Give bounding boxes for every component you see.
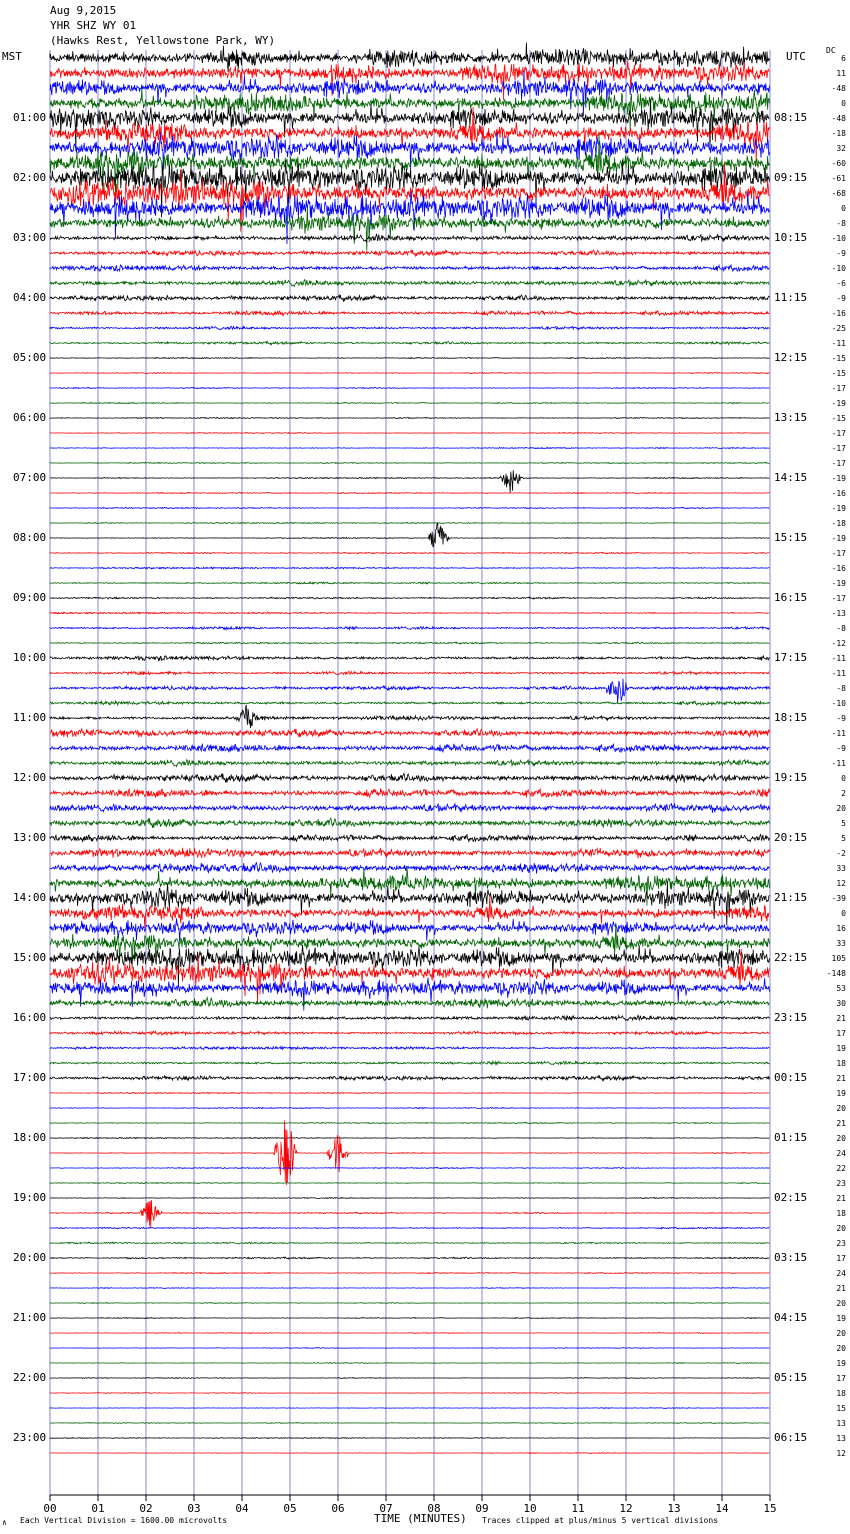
x-tick-label: 14 (715, 1502, 729, 1515)
scale-note: Each Vertical Division = 1600.00 microvolts (20, 1516, 228, 1525)
dc-offset-value: 12 (836, 879, 846, 888)
dc-offset-value: -19 (831, 399, 846, 408)
hour-label: 12:15 (774, 351, 808, 364)
dc-offset-value: 33 (836, 939, 846, 948)
x-tick-label: 13 (667, 1502, 681, 1515)
dc-offset-value: -11 (831, 654, 846, 663)
dc-offset-value: -9 (836, 294, 846, 303)
dc-offset-value: -17 (831, 549, 846, 558)
dc-offset-value: 20 (836, 1134, 846, 1143)
dc-offset-value: -15 (831, 369, 846, 378)
dc-offset-value: 13 (836, 1419, 846, 1428)
hour-label: 03:15 (774, 1251, 808, 1264)
hour-label: 11:00 (13, 711, 47, 724)
hour-label: 15:00 (13, 951, 47, 964)
hour-label: 22:15 (774, 951, 808, 964)
dc-offset-value: 22 (836, 1164, 846, 1173)
hour-label: 20:00 (13, 1251, 47, 1264)
trace-row (50, 1333, 769, 1334)
dc-offset-value: 30 (836, 999, 846, 1008)
dc-offset-value: 20 (836, 1224, 846, 1233)
x-tick-label: 05 (283, 1502, 297, 1515)
dc-offset-value: 0 (841, 774, 846, 783)
trace-row (50, 250, 769, 256)
dc-offset-value: -16 (831, 564, 846, 573)
trace-row (50, 642, 769, 644)
trace-row (50, 326, 769, 329)
dc-offset-value: -48 (831, 114, 846, 123)
right-timezone-label: UTC (786, 50, 806, 63)
trace-row (50, 773, 769, 782)
trace-row (50, 311, 769, 316)
trace-row (50, 671, 769, 675)
hour-label: 04:00 (13, 291, 47, 304)
hour-label: 04:15 (774, 1311, 808, 1324)
trace-row (50, 1167, 769, 1168)
trace-row (50, 1182, 769, 1183)
station-location: (Hawks Rest, Yellowstone Park, WY) (50, 34, 276, 47)
seismic-traces (50, 43, 769, 1454)
dc-offset-value: 21 (836, 1074, 846, 1083)
trace-row (50, 1227, 769, 1229)
dc-offset-value: -15 (831, 414, 846, 423)
hour-label: 21:00 (13, 1311, 47, 1324)
trace-row (50, 470, 769, 492)
trace-row (50, 522, 769, 523)
x-axis-title: TIME (MINUTES) (374, 1512, 467, 1525)
trace-row (50, 432, 769, 433)
hour-label: 11:15 (774, 291, 808, 304)
trace-row (50, 862, 769, 873)
hour-label: 22:00 (13, 1371, 47, 1384)
trace-row (50, 918, 769, 941)
dc-offset-value: -18 (831, 519, 846, 528)
hour-label: 18:00 (13, 1131, 47, 1144)
trace-row (50, 280, 769, 287)
trace-row (50, 447, 769, 448)
dc-offset-value: 21 (836, 1014, 846, 1023)
dc-offset-value: 21 (836, 1119, 846, 1128)
trace-row (50, 357, 769, 358)
trace-row (50, 1408, 769, 1409)
dc-offset-value: -8 (836, 684, 846, 693)
dc-offset-value: -6 (836, 279, 846, 288)
dc-offset-value: -11 (831, 759, 846, 768)
dc-offset-value: -68 (831, 189, 846, 198)
dc-offset-value: 18 (836, 1209, 846, 1218)
hour-label: 15:15 (774, 531, 808, 544)
trace-row (50, 1272, 769, 1273)
trace-row (50, 1453, 769, 1454)
hour-label: 08:15 (774, 111, 808, 124)
x-tick-label: 15 (763, 1502, 777, 1515)
dc-offset-value: 19 (836, 1044, 846, 1053)
dc-offset-value: -19 (831, 534, 846, 543)
hour-label: 19:15 (774, 771, 808, 784)
hour-label: 14:15 (774, 471, 808, 484)
trace-row (50, 612, 769, 614)
dc-offset-value: -48 (831, 84, 846, 93)
x-tick-label: 03 (187, 1502, 201, 1515)
dc-offset-value: 105 (831, 954, 846, 963)
dc-offset-value: -19 (831, 474, 846, 483)
trace-row (50, 705, 769, 728)
dc-offset-value: -60 (831, 159, 846, 168)
dc-offset-value: -17 (831, 429, 846, 438)
dc-offset-value: -13 (831, 609, 846, 618)
dc-offset-value: -19 (831, 579, 846, 588)
hour-label: 13:00 (13, 831, 47, 844)
trace-row (50, 848, 769, 858)
dc-offset-value: 19 (836, 1089, 846, 1098)
dc-offset-value: -25 (831, 324, 846, 333)
trace-row (50, 1242, 769, 1244)
dc-offset-value: 11 (836, 69, 846, 78)
hour-label: 20:15 (774, 831, 808, 844)
dc-offset-value: 12 (836, 1449, 846, 1458)
trace-row (50, 1137, 769, 1138)
hour-label: 09:15 (774, 171, 808, 184)
dc-offset-value: 15 (836, 1404, 846, 1413)
trace-row (50, 1348, 769, 1349)
dc-offset-value: 53 (836, 984, 846, 993)
dc-offset-value: 23 (836, 1179, 846, 1188)
trace-row (50, 656, 769, 661)
trace-row (50, 523, 769, 547)
hour-label: 03:00 (13, 231, 47, 244)
dc-offset-value: 5 (841, 834, 846, 843)
trace-row (50, 1122, 769, 1123)
x-tick-label: 12 (619, 1502, 633, 1515)
dc-offset-value: 2 (841, 789, 846, 798)
footer-mark: ∧ (2, 1518, 7, 1527)
hour-label: 19:00 (13, 1191, 47, 1204)
x-tick-label: 01 (91, 1502, 105, 1515)
trace-row (50, 160, 769, 217)
dc-offset-value: 23 (836, 1239, 846, 1248)
trace-row (50, 1107, 769, 1108)
trace-row (50, 818, 769, 828)
trace-row (50, 789, 769, 798)
clip-note: Traces clipped at plus/minus 5 vertical divisions (482, 1516, 719, 1525)
hour-label: 08:00 (13, 531, 47, 544)
x-tick-label: 02 (139, 1502, 153, 1515)
dc-offset-value: 6 (841, 54, 846, 63)
dc-offset-value: -9 (836, 744, 846, 753)
dc-offset-value: 19 (836, 1314, 846, 1323)
dc-offset-value: 21 (836, 1194, 846, 1203)
hour-label: 18:15 (774, 711, 808, 724)
dc-offset-value: -10 (831, 264, 846, 273)
dc-offset-value: 20 (836, 804, 846, 813)
trace-row (50, 43, 769, 72)
hour-label: 00:15 (774, 1071, 808, 1084)
hour-label: 16:15 (774, 591, 808, 604)
trace-row (50, 627, 769, 630)
dc-offset-value: -17 (831, 459, 846, 468)
dc-offset-value: -11 (831, 339, 846, 348)
hour-label: 01:00 (13, 111, 47, 124)
trace-row (50, 1076, 769, 1081)
grid-lines (50, 50, 770, 1495)
dc-offset-value: 20 (836, 1329, 846, 1338)
trace-row (50, 729, 769, 738)
x-tick-label: 04 (235, 1502, 249, 1515)
dc-offset-value: -39 (831, 894, 846, 903)
x-tick-label: 00 (43, 1502, 57, 1515)
trace-row (50, 1200, 769, 1228)
hour-label: 12:00 (13, 771, 47, 784)
hour-label: 21:15 (774, 891, 808, 904)
dc-offset-value: 16 (836, 924, 846, 933)
dc-offset-value: -8 (836, 219, 846, 228)
dc-offset-value: -61 (831, 174, 846, 183)
trace-row (50, 265, 769, 271)
trace-row (50, 582, 769, 584)
trace-row (50, 402, 769, 403)
trace-row (50, 1031, 769, 1035)
hour-label: 10:15 (774, 231, 808, 244)
dc-offset-value: 18 (836, 1389, 846, 1398)
trace-row (50, 744, 769, 753)
trace-row (50, 803, 769, 813)
hour-label: 02:00 (13, 171, 47, 184)
trace-row (50, 342, 769, 345)
hour-label: 07:00 (13, 471, 47, 484)
hour-label: 01:15 (774, 1131, 808, 1144)
hour-label: 06:00 (13, 411, 47, 424)
trace-row (50, 679, 769, 703)
dc-offset-value: -11 (831, 729, 846, 738)
trace-row (50, 945, 769, 987)
trace-row (50, 1197, 769, 1198)
trace-row (50, 372, 769, 373)
dc-offset-value: 13 (836, 1434, 846, 1443)
trace-row (50, 1120, 769, 1185)
x-tick-label: 07 (379, 1502, 393, 1515)
x-tick-label: 06 (331, 1502, 345, 1515)
trace-row (50, 1318, 769, 1319)
dc-offset-value: -8 (836, 624, 846, 633)
dc-offset-value: 17 (836, 1029, 846, 1038)
dc-offset-value: -10 (831, 234, 846, 243)
dc-offset-value: -2 (836, 849, 846, 858)
dc-offset-value: 20 (836, 1104, 846, 1113)
left-timezone-label: MST (2, 50, 22, 63)
x-tick-label: 11 (571, 1502, 585, 1515)
hour-label: 05:00 (13, 351, 47, 364)
trace-row (50, 295, 769, 301)
dc-offset-value: 0 (841, 909, 846, 918)
trace-row (50, 1257, 769, 1259)
dc-offset-value: -17 (831, 444, 846, 453)
dc-offset-value: 24 (836, 1269, 846, 1278)
trace-row (50, 387, 769, 388)
dc-offset-value: 17 (836, 1374, 846, 1383)
hour-label: 17:00 (13, 1071, 47, 1084)
dc-offset-value: 21 (836, 1284, 846, 1293)
trace-row (50, 1046, 769, 1049)
trace-row (50, 1303, 769, 1304)
dc-offset-value: -16 (831, 489, 846, 498)
dc-offset-value: -16 (831, 309, 846, 318)
dc-offset-value: -17 (831, 384, 846, 393)
dc-offset-value: 18 (836, 1059, 846, 1068)
trace-row (50, 1363, 769, 1364)
trace-row (50, 191, 769, 244)
dc-offset-value: 20 (836, 1299, 846, 1308)
dc-offset-value: -17 (831, 594, 846, 603)
hour-label: 13:15 (774, 411, 808, 424)
dc-offset-value: 5 (841, 819, 846, 828)
trace-row (50, 1288, 769, 1289)
dc-offset-value: -9 (836, 714, 846, 723)
dc-offset-value: -148 (826, 969, 846, 978)
dc-offset-value: 19 (836, 1359, 846, 1368)
dc-offset-value: -18 (831, 129, 846, 138)
trace-row (50, 597, 769, 599)
trace-row (50, 1438, 769, 1439)
station-code: YHR SHZ WY 01 (50, 19, 137, 32)
trace-row (50, 552, 769, 554)
dc-offset-value: 33 (836, 864, 846, 873)
trace-row (50, 760, 769, 767)
dc-offset-value: 32 (836, 144, 846, 153)
hour-label: 06:15 (774, 1431, 808, 1444)
dc-offset-value: 0 (841, 99, 846, 108)
dc-offset-value: -15 (831, 354, 846, 363)
trace-row (50, 949, 769, 1004)
dc-offset-value: -11 (831, 669, 846, 678)
dc-offset-value: -10 (831, 699, 846, 708)
trace-row (50, 1092, 769, 1093)
trace-row (50, 998, 769, 1009)
dc-offset-value: -12 (831, 639, 846, 648)
trace-row (50, 834, 769, 841)
trace-row (50, 1015, 769, 1020)
trace-row (50, 1061, 769, 1064)
x-tick-label: 09 (475, 1502, 489, 1515)
hour-label: 02:15 (774, 1191, 808, 1204)
dc-offset-value: 0 (841, 204, 846, 213)
trace-row (50, 1393, 769, 1394)
x-tick-label: 08 (427, 1502, 441, 1515)
trace-row (50, 1378, 769, 1379)
x-tick-label: 10 (523, 1502, 537, 1515)
hour-label: 23:15 (774, 1011, 808, 1024)
hour-label: 23:00 (13, 1431, 47, 1444)
trace-row (50, 417, 769, 418)
dc-offset-value: 24 (836, 1149, 846, 1158)
hour-label: 14:00 (13, 891, 47, 904)
dc-offset-value: 20 (836, 1344, 846, 1353)
trace-row (50, 234, 769, 242)
trace-row (50, 462, 769, 463)
hour-label: 10:00 (13, 651, 47, 664)
dc-offset-header: DC (826, 46, 836, 55)
trace-row (50, 507, 769, 508)
hour-label: 17:15 (774, 651, 808, 664)
dc-offset-value: -9 (836, 249, 846, 258)
dc-offset-value: 17 (836, 1254, 846, 1263)
hour-label: 09:00 (13, 591, 47, 604)
trace-row (50, 492, 769, 493)
hour-label: 05:15 (774, 1371, 808, 1384)
trace-row (50, 567, 769, 569)
trace-row (50, 1423, 769, 1424)
trace-row (50, 701, 769, 705)
plot-date: Aug 9,2015 (50, 4, 117, 17)
dc-offset-value: -19 (831, 504, 846, 513)
hour-label: 16:00 (13, 1011, 47, 1024)
trace-row (50, 881, 769, 925)
